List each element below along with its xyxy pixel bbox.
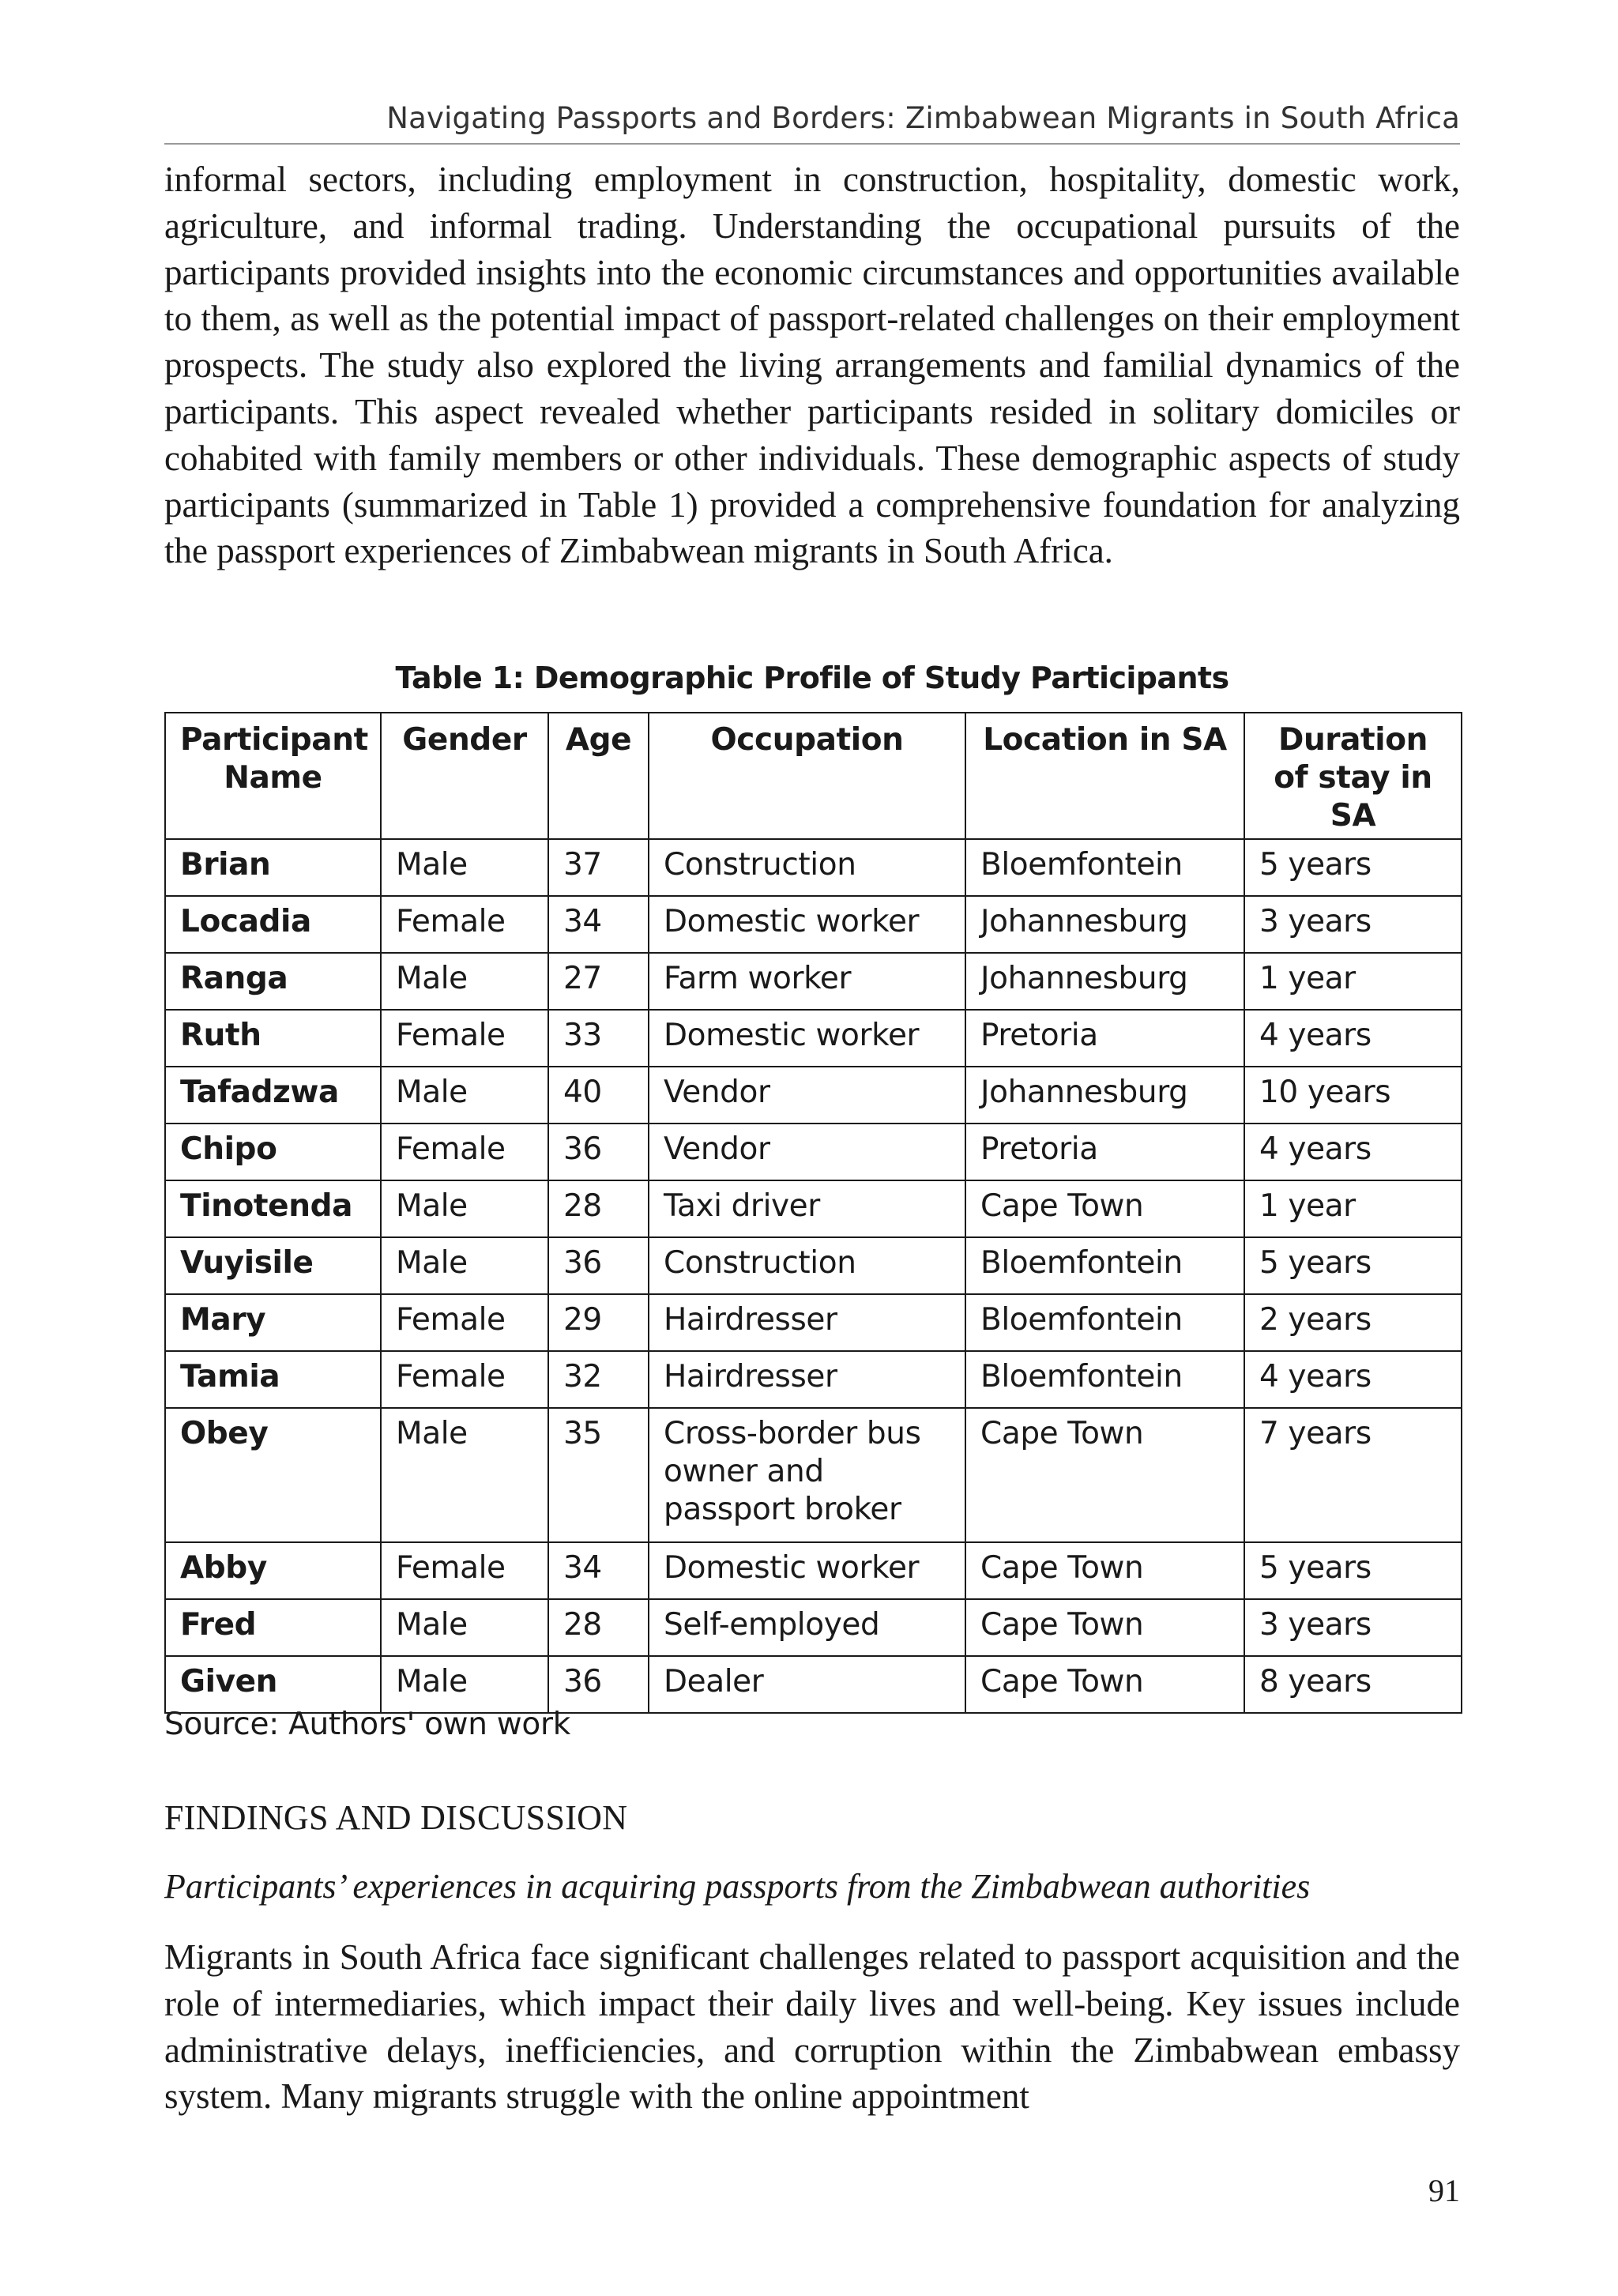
table-row: [165, 1599, 1462, 1656]
table-row: [165, 1656, 1462, 1713]
cell-name: Given: [165, 1656, 381, 1713]
cell-location: Bloemfontein: [965, 1294, 1244, 1351]
cell-gender: Female: [381, 1351, 548, 1408]
cell-occupation: Hairdresser: [649, 1294, 965, 1351]
cell-duration: 1 year: [1244, 953, 1462, 1010]
cell-location: Bloemfontein: [965, 1351, 1244, 1408]
page-number: 91: [1428, 2173, 1460, 2208]
cell-location: Cape Town: [965, 1180, 1244, 1237]
cell-age: 32: [548, 1351, 649, 1408]
cell-occupation: Domestic worker: [649, 1010, 965, 1067]
cell-gender: Male: [381, 953, 548, 1010]
cell-location: Cape Town: [965, 1542, 1244, 1599]
cell-name: Obey: [165, 1408, 381, 1542]
cell-age: 35: [548, 1408, 649, 1542]
cell-duration: 4 years: [1244, 1351, 1462, 1408]
cell-duration: 2 years: [1244, 1294, 1462, 1351]
cell-occupation: Self-employed: [649, 1599, 965, 1656]
table-row: [165, 1124, 1462, 1180]
cell-gender: Female: [381, 1542, 548, 1599]
cell-location: Pretoria: [965, 1010, 1244, 1067]
cell-age: 34: [548, 896, 649, 953]
section-heading: FINDINGS AND DISCUSSION: [164, 1798, 628, 1837]
cell-duration: 10 years: [1244, 1067, 1462, 1124]
cell-age: 36: [548, 1124, 649, 1180]
cell-duration: 4 years: [1244, 1124, 1462, 1180]
cell-duration: 5 years: [1244, 1237, 1462, 1294]
cell-occupation: Domestic worker: [649, 1542, 965, 1599]
demographic-table: [164, 712, 1462, 1714]
header-age: Age: [548, 713, 649, 839]
cell-occupation: Vendor: [649, 1124, 965, 1180]
cell-name: Chipo: [165, 1124, 381, 1180]
cell-name: Tamia: [165, 1351, 381, 1408]
cell-age: 33: [548, 1010, 649, 1067]
cell-gender: Female: [381, 1124, 548, 1180]
cell-duration: 7 years: [1244, 1408, 1462, 1542]
cell-gender: Male: [381, 1408, 548, 1542]
header-gender: Gender: [381, 713, 548, 839]
cell-location: Pretoria: [965, 1124, 1244, 1180]
cell-occupation: Domestic worker: [649, 896, 965, 953]
cell-name: Ranga: [165, 953, 381, 1010]
table-caption: Table 1: Demographic Profile of Study Participants: [395, 661, 1229, 695]
cell-duration: 8 years: [1244, 1656, 1462, 1713]
table-row: [165, 1237, 1462, 1294]
cell-duration: 3 years: [1244, 1599, 1462, 1656]
cell-occupation: Construction: [649, 1237, 965, 1294]
cell-duration: 4 years: [1244, 1010, 1462, 1067]
cell-gender: Male: [381, 1067, 548, 1124]
cell-age: 27: [548, 953, 649, 1010]
subsection-heading: Participants’ experiences in acquiring passports from the Zimbabwean authorities: [164, 1867, 1311, 1906]
table-row: [165, 1067, 1462, 1124]
table-row: [165, 1351, 1462, 1408]
cell-name: Vuyisile: [165, 1237, 381, 1294]
cell-age: 29: [548, 1294, 649, 1351]
cell-location: Bloemfontein: [965, 839, 1244, 896]
header-occupation: Occupation: [649, 713, 965, 839]
cell-age: 28: [548, 1599, 649, 1656]
cell-occupation: Dealer: [649, 1656, 965, 1713]
cell-age: 40: [548, 1067, 649, 1124]
cell-age: 28: [548, 1180, 649, 1237]
cell-location: Bloemfontein: [965, 1237, 1244, 1294]
cell-gender: Male: [381, 1237, 548, 1294]
cell-location: Johannesburg: [965, 896, 1244, 953]
cell-gender: Male: [381, 1180, 548, 1237]
cell-name: Ruth: [165, 1010, 381, 1067]
cell-location: Johannesburg: [965, 1067, 1244, 1124]
cell-age: 36: [548, 1237, 649, 1294]
cell-occupation: Construction: [649, 839, 965, 896]
cell-gender: Female: [381, 896, 548, 953]
cell-gender: Male: [381, 839, 548, 896]
table-row: [165, 839, 1462, 896]
cell-location: Cape Town: [965, 1656, 1244, 1713]
cell-occupation: Cross-border bus owner and passport broker: [649, 1408, 965, 1542]
cell-name: Tinotenda: [165, 1180, 381, 1237]
table-row: [165, 1542, 1462, 1599]
cell-name: Fred: [165, 1599, 381, 1656]
cell-name: Mary: [165, 1294, 381, 1351]
table-row: [165, 896, 1462, 953]
cell-age: 36: [548, 1656, 649, 1713]
header-participant-name: Participant Name: [165, 713, 381, 839]
cell-name: Tafadzwa: [165, 1067, 381, 1124]
running-header: Navigating Passports and Borders: Zimbabwean Migrants in South Africa: [386, 101, 1460, 135]
cell-occupation: Hairdresser: [649, 1351, 965, 1408]
cell-gender: Female: [381, 1010, 548, 1067]
cell-location: Cape Town: [965, 1408, 1244, 1542]
cell-name: Abby: [165, 1542, 381, 1599]
cell-gender: Male: [381, 1656, 548, 1713]
header-rule: [164, 143, 1460, 145]
header-location: Location in SA: [965, 713, 1244, 839]
cell-duration: 3 years: [1244, 896, 1462, 953]
cell-duration: 5 years: [1244, 1542, 1462, 1599]
cell-occupation: Vendor: [649, 1067, 965, 1124]
table-row: [165, 1294, 1462, 1351]
cell-age: 34: [548, 1542, 649, 1599]
cell-name: Locadia: [165, 896, 381, 953]
body-paragraph-findings: Migrants in South Africa face significant challenges related to passport acquisition and the role of intermediaries, which impact their daily lives and well-being. Key issues include administrative delays, inefficiencies, and corruption within the Zimbabwean embassy system. Many migrants struggle with the online appointment: [164, 1937, 1460, 2117]
cell-location: Johannesburg: [965, 953, 1244, 1010]
cell-name: Brian: [165, 839, 381, 896]
cell-duration: 1 year: [1244, 1180, 1462, 1237]
table-header-row: [165, 713, 1462, 839]
table-row: [165, 1010, 1462, 1067]
table-source-note: Source: Authors' own work: [164, 1707, 570, 1742]
cell-location: Cape Town: [965, 1599, 1244, 1656]
cell-gender: Male: [381, 1599, 548, 1656]
table-row: [165, 953, 1462, 1010]
cell-occupation: Farm worker: [649, 953, 965, 1010]
cell-gender: Female: [381, 1294, 548, 1351]
cell-duration: 5 years: [1244, 839, 1462, 896]
cell-occupation: Taxi driver: [649, 1180, 965, 1237]
header-duration: Duration of stay in SA: [1244, 713, 1462, 839]
cell-age: 37: [548, 839, 649, 896]
table-row: [165, 1180, 1462, 1237]
body-paragraph-intro: informal sectors, including employment in construction, hospitality, domestic work, agriculture, and informal trading. Understanding the occupational pursuits of the participants provided insights into the economic circumstances and opportunities available to them, as well as the potential impact of passport-related challenges on their employment prospects. The study also explored the living arrangements and familial dynamics of the participants. This aspect revealed whether participants resided in solitary domiciles or cohabited with family members or other individuals. These demographic aspects of study participants (summarized in Table 1) provided a comprehensive foundation for analyzing the passport experiences of Zimbabwean migrants in South Africa.: [164, 160, 1460, 571]
table-row: [165, 1408, 1462, 1542]
